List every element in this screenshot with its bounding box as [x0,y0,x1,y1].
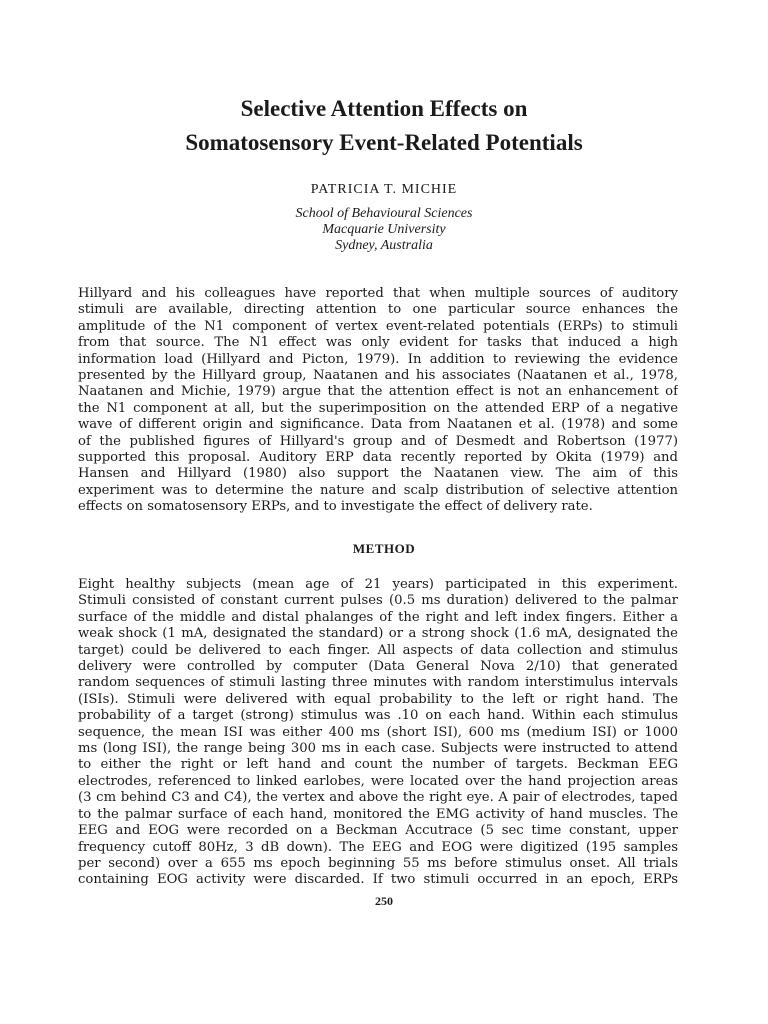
text-line: presented by the Hillyard group, Naatanen and his associates (Naatanen et al., 1978, [78,368,678,384]
text-line: to the palmar surface of each hand, monitored the EMG activity of hand muscles. The [78,806,678,822]
affiliation-line-2: Macquarie University [322,222,446,237]
text-line: ms (long ISI), the range being 300 ms in each case. Subjects were instructed to attend [78,741,678,757]
text-line: stimuli are available, directing attention to one particular source enhances the [78,302,678,318]
text-line: to either the right or left hand and count the number of targets. Beckman EEG [78,757,678,773]
affiliation-line-1: School of Behavioural Sciences [295,206,473,221]
text-line: containing EOG activity were discarded. If two stimuli occurred in an epoch, ERPs [78,872,678,888]
text-line: delivery were controlled by computer (Data General Nova 2/10) that generated [78,659,678,675]
text-line: per second) over a 655 ms epoch beginning 55 ms before stimulus onset. All trials [78,855,678,871]
text-line: wave of different origin and significance. Data from Naatanen et al. (1978) and some [78,417,678,433]
page-number: 250 [375,894,393,908]
text-line: Hansen and Hillyard (1980) also support the Naatanen view. The aim of this [78,466,678,482]
text-line: from that source. The N1 effect was only evident for tasks that induced a high [78,335,678,351]
text-line: probability of a target (strong) stimulus was .10 on each hand. Within each stimulus [78,708,678,724]
abstract-paragraph [78,286,678,516]
text-line: (3 cm behind C3 and C4), the vertex and above the right eye. A pair of electrodes, taped [78,790,678,806]
text-line: Stimuli consisted of constant current pulses (0.5 ms duration) delivered to the palmar [78,593,678,609]
affiliation-line-3: Sydney, Australia [335,238,433,253]
title-line-1: Selective Attention Effects on [240,96,528,121]
text-line: (ISIs). Stimuli were delivered with equal probability to the left or right hand. The [78,691,678,707]
text-line: of the published figures of Hillyard's group and of Desmedt and Robertson (1977) [78,433,678,449]
text-line: experiment was to determine the nature and scalp distribution of selective attention [78,482,678,498]
section-heading-method: METHOD [352,541,416,556]
text-line: amplitude of the N1 component of vertex event-related potentials (ERPs) to stimuli [78,318,678,334]
text-line: target) could be delivered to each finger. All aspects of data collection and stimulus [78,642,678,658]
text-line: Eight healthy subjects (mean age of 21 years) participated in this experiment. [78,577,678,592]
text-line: supported this proposal. Auditory ERP data recently reported by Okita (1979) and [78,450,678,466]
paper-title [0,92,768,160]
text-line: frequency cutoff 80Hz, 3 dB down). The EEG and EOG were digitized (195 samples [78,839,678,855]
method-paragraph [78,577,678,889]
text-line: Hillyard and his colleagues have reported that when multiple sources of auditory [78,286,678,301]
author-affiliation [0,206,768,254]
text-line: random sequences of stimuli lasting three minutes with random interstimulus intervals [78,675,678,691]
text-line: surface of the middle and distal phalanges of the right and left index fingers. Either a [78,609,678,625]
author-name: PATRICIA T. MICHIE [310,182,458,197]
title-line-2: Somatosensory Event-Related Potentials [185,130,583,155]
text-line: EEG and EOG were recorded on a Beckman Accutrace (5 sec time constant, upper [78,823,678,839]
text-line: effects on somatosensory ERPs, and to investigate the effect of delivery rate. [78,499,593,515]
text-line: electrodes, referenced to linked earlobes, were located over the hand projection areas [78,773,678,789]
text-line: the N1 component at all, but the superimposition on the attended ERP of a negative [78,400,678,416]
text-line: Naatanen and Michie, 1979) argue that the attention effect is not an enhancement of [78,384,678,400]
text-line: sequence, the mean ISI was either 400 ms (short ISI), 600 ms (medium ISI) or 1000 [78,724,678,740]
text-line: information load (Hillyard and Picton, 1979). In addition to reviewing the evidence [78,351,678,367]
text-line: weak shock (1 mA, designated the standard) or a strong shock (1.6 mA, designated the [78,626,678,642]
